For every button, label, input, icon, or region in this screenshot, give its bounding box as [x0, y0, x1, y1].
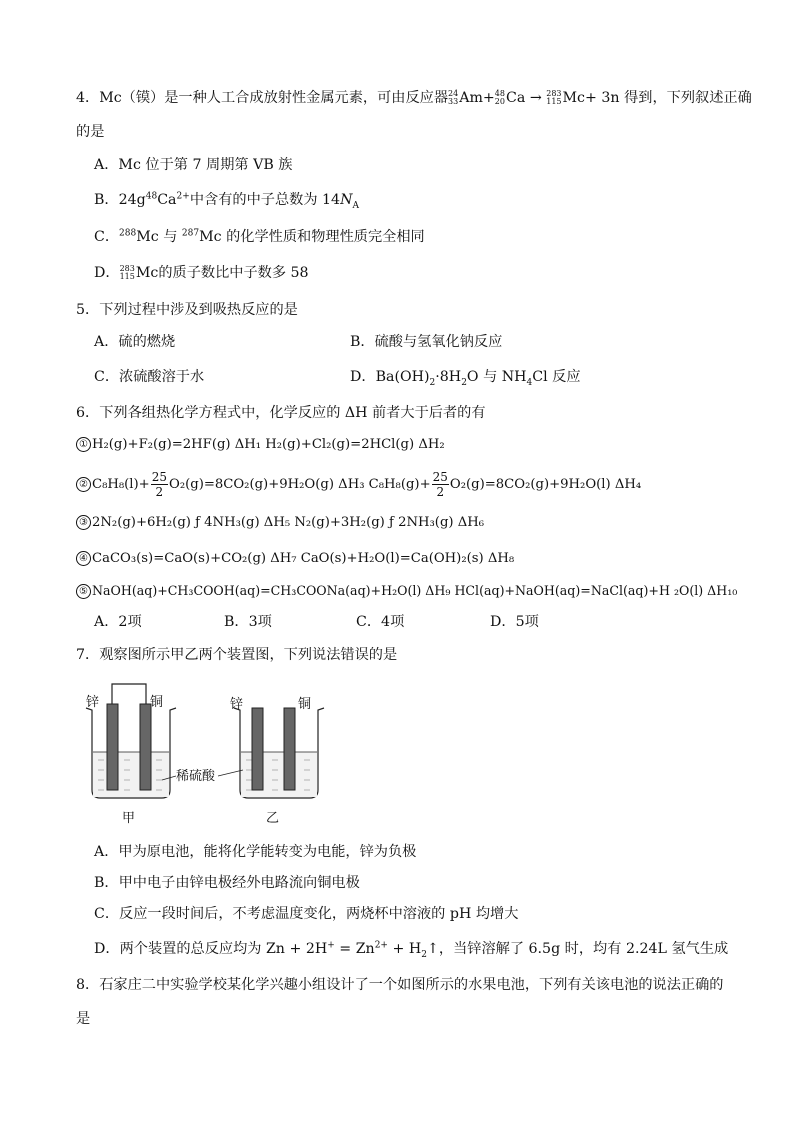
q6-eq3: ③ 2N₂(g)+6H₂(g) ƒ 4NH₃(g) ΔH₅ N₂(g)+3H₂(g) ƒ 2NH₃(g) ΔH₆ — [76, 513, 484, 533]
label-zinc-jia: 锌 — [86, 695, 100, 710]
wire — [112, 684, 146, 704]
q4-stem: 4．Mc（镆）是一种人工合成放射性金属元素，可由反应器 24 33 Am+ 48 20 Ca → 283 115 Mc+ 3n 得到，下列叙述正确 — [76, 89, 752, 106]
label-yi: 乙 — [266, 811, 280, 826]
q4-option-d: D． 283 115 Mc的质子数比中子数多 58 — [94, 264, 309, 281]
q6-option-d: D．5项 — [490, 614, 539, 630]
beaker-yi — [234, 708, 324, 798]
fraction-25-2-b: $\frac{25}{2}$ — [432, 470, 448, 499]
zinc-electrode-yi — [252, 708, 263, 790]
am-isotope: 24 33 — [448, 89, 459, 106]
q5-option-a: A．硫的燃烧 — [94, 334, 176, 350]
q6-option-c: C．4项 — [356, 614, 405, 630]
label-copper-jia: 铜 — [150, 695, 164, 710]
copper-electrode-yi — [284, 708, 295, 790]
q6-option-b: B．3项 — [224, 614, 272, 630]
q7-option-b: B．甲中电子由锌电极经外电路流向铜电极 — [94, 875, 360, 891]
q5-option-d: D．$Ba(OH)_2\cdot 8H_2O$ 与 $NH_4Cl$ 反应 — [350, 369, 581, 388]
q7-stem: 7．观察图所示甲乙两个装置图，下列说法错误的是 — [76, 647, 398, 663]
q4-option-b: B．$24g^{48}Ca^{2+}$中含有的中子总数为 $14N_A$ — [94, 191, 359, 211]
q6-option-a: A．2项 — [94, 614, 142, 630]
label-copper-yi: 铜 — [298, 697, 312, 712]
q6-eq2: ② C₈H₈(l)+ $\frac{25}{2}$ O₂(g)=8CO₂(g)+9H₂O(g) ΔH₃ C₈H₈(g)+ $\frac{25}{2}$ O₂(g)=8CO₂(g)+9H₂O(l) ΔH₄ — [76, 470, 641, 499]
q7-option-c: C．反应一段时间后，不考虑温度变化，两烧杯中溶液的 pH 均增大 — [94, 906, 519, 922]
galvanic-cell-figure — [80, 680, 330, 830]
q5-option-b: B．硫酸与氢氧化钠反应 — [350, 334, 503, 350]
mc-isotope: 283 115 — [546, 89, 562, 106]
label-jia: 甲 — [122, 811, 136, 826]
label-dilute-sulfuric-acid: 稀硫酸 — [176, 769, 216, 784]
zinc-electrode-jia — [107, 704, 118, 790]
q6-eq5: ⑤ NaOH(aq)+CH₃COOH(aq)=CH₃COONa(aq)+H₂O(l) ΔH₉ HCl(aq)+NaOH(aq)=NaCl(aq)+H ₂O(l) ΔH₁₀ — [76, 581, 737, 601]
q7-option-d: D．两个装置的总反应均为 $Zn + 2H^+ = Zn^{2+}$ + $H_2↑$，当锌溶解了 6.5g 时，均有 2.24L 氢气生成 — [94, 940, 729, 960]
ca-isotope: 48 20 — [494, 89, 505, 106]
q6-eq1: ① H₂(g)+F₂(g)=2HF(g) ΔH₁ H₂(g)+Cl₂(g)=2HCl(g) ΔH₂ — [76, 435, 445, 455]
q8-stem: 8．石家庄二中实验学校某化学兴趣小组设计了一个如图所示的水果电池，下列有关该电池的说法正确的 — [76, 977, 724, 993]
q6-eq4: ④ CaCO₃(s)=CaO(s)+CO₂(g) ΔH₇ CaO(s)+H₂O(l)=Ca(OH)₂(s) ΔH₈ — [76, 549, 514, 569]
q4-option-a: A．Mc 位于第 7 周期第 VB 族 — [94, 157, 293, 173]
q4-option-c: C．$^{288}$Mc 与 $^{287}$Mc 的化学性质和物理性质完全相同 — [94, 228, 425, 245]
q5-stem: 5．下列过程中涉及到吸热反应的是 — [76, 302, 298, 318]
copper-electrode-jia — [140, 704, 151, 790]
label-zinc-yi: 锌 — [230, 697, 244, 712]
q7-option-a: A．甲为原电池，能将化学能转变为电能，锌为负极 — [94, 844, 417, 860]
q8-stem-cont: 是 — [76, 1011, 91, 1027]
fraction-25-2: $\frac{25}{2}$ — [151, 470, 168, 499]
mc-isotope-d: 283 115 — [119, 264, 135, 281]
q5-option-c: C．浓硫酸溶于水 — [94, 369, 205, 385]
q4-stem-cont: 的是 — [76, 124, 105, 140]
q6-stem: 6．下列各组热化学方程式中，化学反应的 ΔH 前者大于后者的有 — [76, 405, 486, 421]
